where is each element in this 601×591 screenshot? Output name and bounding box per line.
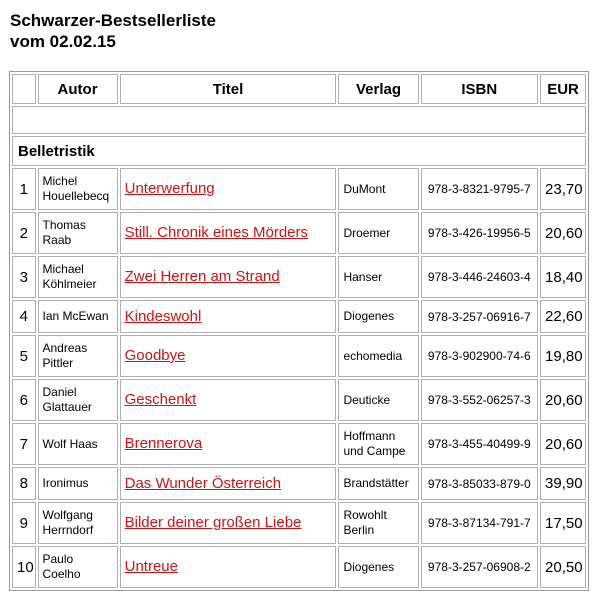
rank-cell: 7 bbox=[12, 423, 36, 465]
title-link[interactable]: Zwei Herren am Strand bbox=[124, 268, 280, 285]
title-link[interactable]: Brennerova bbox=[124, 435, 203, 452]
author-last: Pittler bbox=[42, 356, 74, 370]
publisher-line-2: und Campe bbox=[343, 444, 406, 458]
publisher-cell bbox=[338, 379, 418, 421]
author-cell bbox=[38, 300, 118, 333]
empty-cell bbox=[12, 106, 586, 134]
author-first: Ian McEwan bbox=[42, 309, 109, 323]
price-cell: 20,60 bbox=[540, 212, 586, 254]
header-price: EUR bbox=[540, 74, 586, 104]
author-cell bbox=[38, 168, 118, 210]
header-isbn: ISBN bbox=[421, 74, 539, 104]
publisher-line-1: Deuticke bbox=[343, 392, 391, 407]
table-row bbox=[12, 168, 586, 210]
title-line-1: Schwarzer-Bestsellerliste bbox=[10, 11, 216, 30]
publisher-cell bbox=[338, 335, 418, 377]
title-cell bbox=[120, 546, 337, 588]
publisher-cell bbox=[338, 546, 418, 588]
page-title bbox=[10, 10, 216, 52]
publisher-line-1: Hanser bbox=[343, 269, 383, 284]
rank-cell: 4 bbox=[12, 300, 36, 333]
author-first: Daniel bbox=[42, 385, 77, 399]
section-row bbox=[12, 136, 586, 166]
table-row bbox=[12, 335, 586, 377]
price-cell: 20,60 bbox=[540, 379, 586, 421]
isbn-cell: 978-3-85033-879-0 bbox=[421, 467, 539, 500]
publisher-cell bbox=[338, 168, 418, 210]
publisher-cell bbox=[338, 502, 418, 544]
price-cell: 17,50 bbox=[540, 502, 586, 544]
publisher-line-1: Brandstätter bbox=[343, 476, 409, 490]
title-cell bbox=[120, 379, 337, 421]
isbn-cell: 978-3-8321-9795-7 bbox=[421, 168, 539, 210]
title-line-2: vom 02.02.15 bbox=[10, 32, 116, 51]
isbn-cell: 978-3-257-06908-2 bbox=[421, 546, 539, 588]
title-link[interactable]: Goodbye bbox=[124, 347, 186, 364]
author-last: Houellebecq bbox=[42, 189, 110, 203]
publisher-line-1: Diogenes bbox=[343, 309, 395, 323]
publisher-line-1: DuMont bbox=[343, 181, 386, 196]
rank-cell: 6 bbox=[12, 379, 36, 421]
isbn-cell: 978-3-87134-791-7 bbox=[421, 502, 539, 544]
bestseller-table bbox=[9, 71, 589, 591]
price-cell: 19,80 bbox=[540, 335, 586, 377]
rank-cell: 8 bbox=[12, 467, 36, 500]
author-cell bbox=[38, 212, 118, 254]
author-last: Coelho bbox=[42, 567, 81, 581]
title-link[interactable]: Untreue bbox=[124, 558, 178, 575]
author-first: Wolfgang bbox=[42, 508, 93, 522]
title-cell bbox=[120, 168, 337, 210]
table-row bbox=[12, 467, 586, 500]
table-row bbox=[12, 300, 586, 333]
publisher-line-1: Hoffmann bbox=[343, 429, 396, 443]
table-row bbox=[12, 212, 586, 254]
author-cell bbox=[38, 546, 118, 588]
publisher-cell bbox=[338, 467, 418, 500]
author-first: Andreas bbox=[42, 341, 88, 355]
publisher-line-2: Berlin bbox=[343, 523, 375, 537]
price-cell: 20,60 bbox=[540, 423, 586, 465]
price-cell: 39,90 bbox=[540, 467, 586, 500]
title-link[interactable]: Still. Chronik eines Mörders bbox=[124, 224, 309, 241]
publisher-cell bbox=[338, 300, 418, 333]
isbn-cell: 978-3-257-06916-7 bbox=[421, 300, 539, 333]
publisher-cell bbox=[338, 212, 418, 254]
price-cell: 20,50 bbox=[540, 546, 586, 588]
price-cell: 23,70 bbox=[540, 168, 586, 210]
title-link[interactable]: Bilder deiner großen Liebe bbox=[124, 514, 302, 531]
header-author: Autor bbox=[38, 74, 118, 104]
rank-cell: 1 bbox=[12, 168, 36, 210]
author-cell bbox=[38, 423, 118, 465]
title-link[interactable]: Das Wunder Österreich bbox=[124, 474, 282, 492]
title-cell bbox=[120, 335, 337, 377]
author-cell bbox=[38, 335, 118, 377]
author-first: Michel bbox=[42, 174, 78, 188]
table-row bbox=[12, 379, 586, 421]
title-link[interactable]: Unterwerfung bbox=[124, 180, 215, 197]
publisher-line-1: Rowohlt bbox=[343, 508, 387, 522]
isbn-cell: 978-3-552-06257-3 bbox=[421, 379, 539, 421]
title-cell bbox=[120, 212, 337, 254]
rank-cell: 5 bbox=[12, 335, 36, 377]
header-rank bbox=[12, 74, 36, 104]
publisher-cell bbox=[338, 423, 418, 465]
isbn-cell: 978-3-902900-74-6 bbox=[421, 335, 539, 377]
title-link[interactable]: Kindeswohl bbox=[124, 307, 202, 325]
author-first: Wolf Haas bbox=[42, 436, 98, 451]
table-row bbox=[12, 256, 586, 298]
author-last: Köhlmeier bbox=[42, 277, 97, 291]
title-cell bbox=[120, 300, 337, 333]
author-last: Raab bbox=[42, 233, 72, 247]
author-last: Glattauer bbox=[42, 400, 92, 414]
title-cell bbox=[120, 502, 337, 544]
header-row bbox=[12, 74, 586, 104]
publisher-line-1: Diogenes bbox=[343, 559, 395, 574]
price-cell: 18,40 bbox=[540, 256, 586, 298]
rank-cell: 9 bbox=[12, 502, 36, 544]
price-cell: 22,60 bbox=[540, 300, 586, 333]
header-title: Titel bbox=[120, 74, 337, 104]
author-cell bbox=[38, 379, 118, 421]
rank-cell: 3 bbox=[12, 256, 36, 298]
author-cell bbox=[38, 502, 118, 544]
table-row bbox=[12, 502, 586, 544]
author-first: Thomas bbox=[42, 218, 86, 232]
header-publisher: Verlag bbox=[338, 74, 418, 104]
author-last: Herrndorf bbox=[42, 523, 94, 537]
publisher-line-1: Droemer bbox=[343, 225, 391, 240]
title-cell bbox=[120, 423, 337, 465]
isbn-cell: 978-3-455-40499-9 bbox=[421, 423, 539, 465]
author-first: Ironimus bbox=[42, 476, 89, 490]
author-cell bbox=[38, 467, 118, 500]
author-first: Michael bbox=[42, 262, 84, 276]
author-cell bbox=[38, 256, 118, 298]
isbn-cell: 978-3-446-24603-4 bbox=[421, 256, 539, 298]
isbn-cell: 978-3-426-19956-5 bbox=[421, 212, 539, 254]
title-link[interactable]: Geschenkt bbox=[124, 391, 197, 408]
publisher-line-1: echomedia bbox=[343, 348, 403, 363]
rank-cell: 10 bbox=[12, 546, 36, 588]
author-first: Paulo bbox=[42, 552, 74, 566]
rank-cell: 2 bbox=[12, 212, 36, 254]
title-cell bbox=[120, 467, 337, 500]
table-row bbox=[12, 423, 586, 465]
publisher-cell bbox=[338, 256, 418, 298]
title-cell bbox=[120, 256, 337, 298]
empty-row bbox=[12, 106, 586, 134]
section-label: Belletristik bbox=[12, 136, 586, 166]
table-row bbox=[12, 546, 586, 588]
